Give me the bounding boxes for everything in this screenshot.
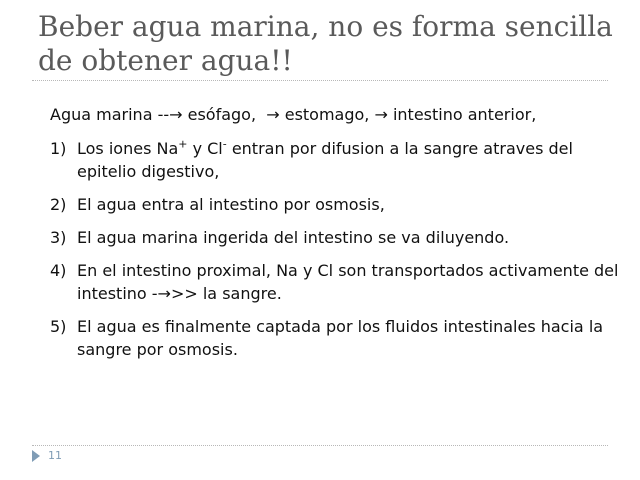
steps-list: [50, 137, 625, 361]
item-text: [77, 137, 625, 183]
item-number: 4): [50, 261, 67, 280]
footer-divider: [32, 445, 608, 446]
item-text: En el intestino proximal, Na y Cl son transportados activamente del intestino -→>> la sangre.: [77, 261, 619, 303]
item-number: 2): [50, 195, 67, 214]
item-text-part: Los iones Na: [77, 139, 179, 158]
title-divider: [32, 80, 608, 81]
list-item: [50, 137, 625, 183]
slide-body: [50, 103, 625, 371]
play-triangle-icon: [32, 450, 40, 462]
item-text-part: entran por difusion a la sangre atraves del epitelio digestivo,: [77, 139, 573, 181]
list-item: [50, 315, 625, 361]
list-item: [50, 259, 625, 305]
superscript-minus: -: [222, 137, 227, 151]
slide-title: Beber agua marina, no es forma sencilla de obtener agua!!: [38, 10, 613, 77]
list-item: [50, 193, 625, 216]
item-number: 1): [50, 139, 67, 158]
item-text-part: y Cl: [187, 139, 223, 158]
item-text: El agua marina ingerida del intestino se va diluyendo.: [77, 228, 510, 247]
item-number: 3): [50, 228, 67, 247]
list-item: [50, 226, 625, 249]
intro-line: [50, 103, 625, 126]
item-text: El agua es finalmente captada por los fluidos intestinales hacia la sangre por osmosis.: [77, 317, 604, 359]
item-text: El agua entra al intestino por osmosis,: [77, 195, 385, 214]
superscript-plus: +: [178, 137, 188, 151]
item-number: 5): [50, 317, 67, 336]
intro-text: Agua marina --→ esófago, → estomago, → intestino anterior,: [50, 105, 537, 124]
page-number: 11: [48, 449, 62, 462]
